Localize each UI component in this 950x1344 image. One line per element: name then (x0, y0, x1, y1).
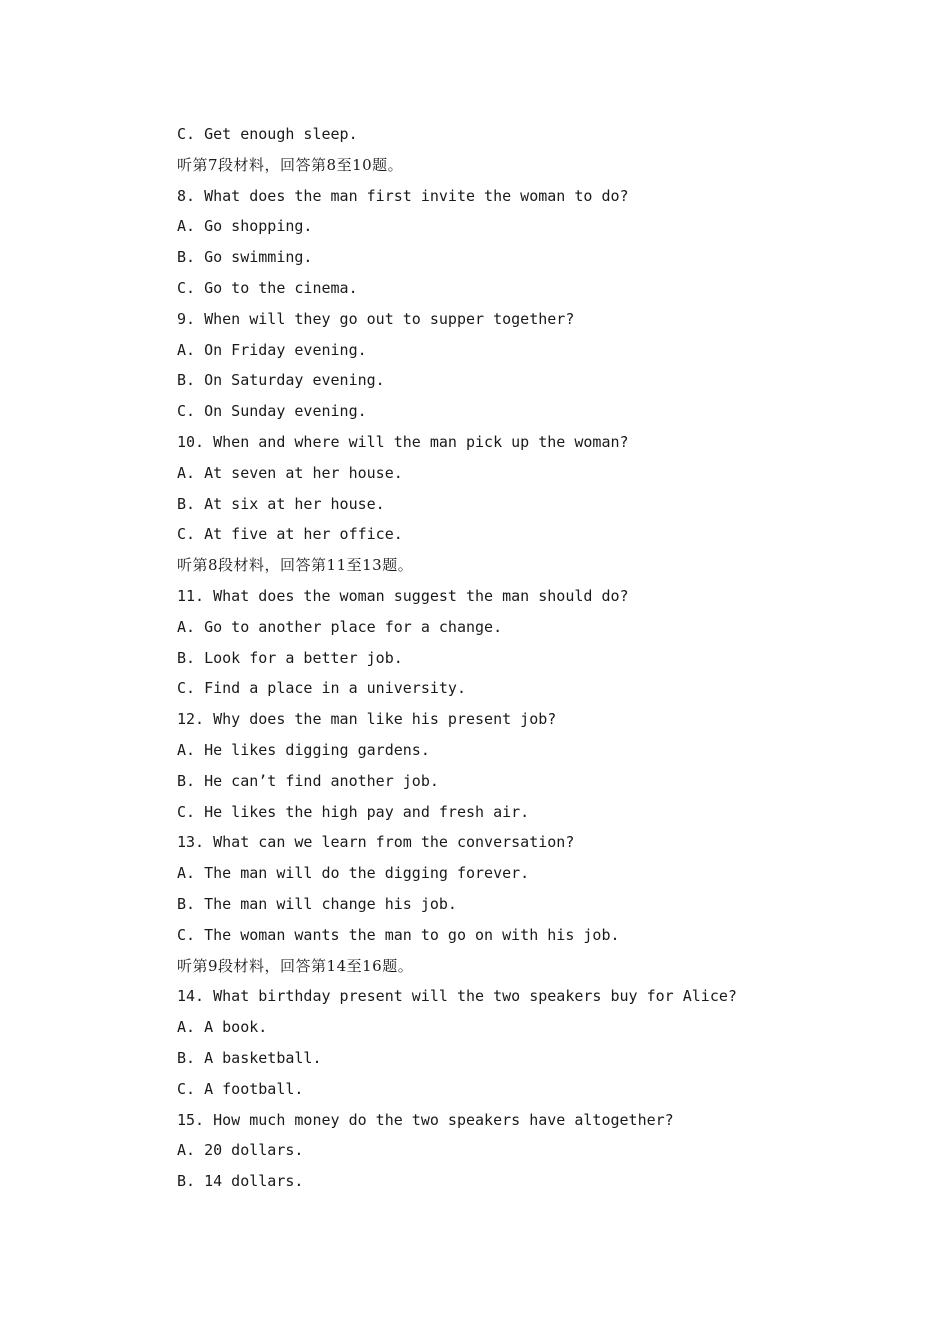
question-text: 10. When and where will the man pick up the woman? (177, 432, 629, 451)
question-text: 9. When will they go out to supper together? (177, 309, 575, 328)
answer-option: C. A football. (177, 1079, 304, 1098)
answer-option: C. Go to the cinema. (177, 278, 358, 297)
answer-option: C. On Sunday evening. (177, 402, 367, 421)
answer-option: C. The woman wants the man to go on with his job. (177, 925, 620, 944)
question-text: 14. What birthday present will the two speakers buy for Alice? (177, 987, 737, 1006)
answer-option: B. At six at her house. (177, 494, 385, 513)
document-body (177, 119, 877, 1197)
answer-option: B. He can’t find another job. (177, 771, 439, 790)
answer-option: B. A basketball. (177, 1048, 322, 1067)
question-text: 11. What does the woman suggest the man should do? (177, 586, 629, 605)
section-heading: 听第7段材料，回答第8至10题。 (177, 155, 404, 174)
answer-option: A. Go to another place for a change. (177, 617, 503, 636)
answer-option: B. The man will change his job. (177, 894, 457, 913)
question-text: 12. Why does the man like his present job? (177, 710, 557, 729)
answer-option: C. At five at her office. (177, 525, 403, 544)
answer-option: C. He likes the high pay and fresh air. (177, 802, 530, 821)
answer-option: B. Look for a better job. (177, 648, 403, 667)
answer-option: B. Go swimming. (177, 248, 313, 267)
answer-option: B. On Saturday evening. (177, 371, 385, 390)
answer-option: A. The man will do the digging forever. (177, 864, 530, 883)
answer-option: A. A book. (177, 1018, 268, 1037)
answer-option: A. 20 dollars. (177, 1141, 304, 1160)
question-text: 15. How much money do the two speakers have altogether? (177, 1110, 674, 1129)
question-text: 8. What does the man first invite the woman to do? (177, 186, 629, 205)
answer-option: A. On Friday evening. (177, 340, 367, 359)
section-heading: 听第8段材料，回答第11至13题。 (177, 556, 414, 575)
question-text: 13. What can we learn from the conversation? (177, 833, 575, 852)
answer-option: B. 14 dollars. (177, 1172, 304, 1191)
answer-option: A. He likes digging gardens. (177, 740, 430, 759)
answer-option: C. Find a place in a university. (177, 679, 466, 698)
answer-option: A. At seven at her house. (177, 463, 403, 482)
section-heading: 听第9段材料，回答第14至16题。 (177, 956, 414, 975)
answer-option: A. Go shopping. (177, 217, 313, 236)
answer-option: C. Get enough sleep. (177, 125, 358, 143)
